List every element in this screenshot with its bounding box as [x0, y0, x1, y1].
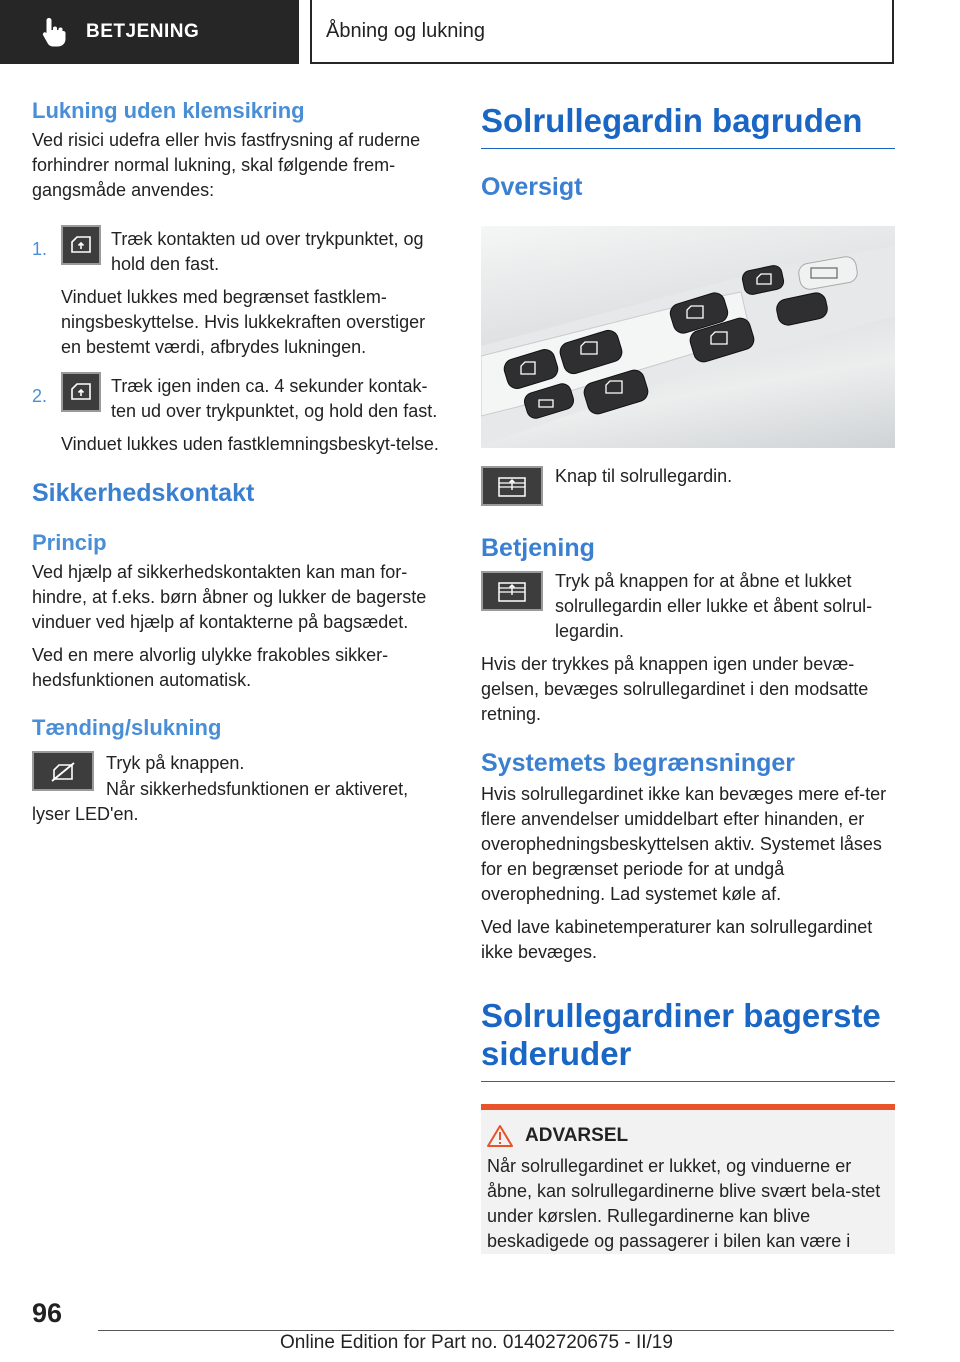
- step-note: Vinduet lukkes uden fastklemningsbeskyt-telse.: [61, 434, 439, 454]
- heading-system-limits: Systemets begrænsninger: [481, 749, 795, 777]
- heading-no-pinch-protection: Lukning uden klemsikring: [32, 98, 305, 123]
- switch-paragraph-2: Når sikkerhedsfunktionen er aktiveret, lyser LED'en.: [32, 779, 409, 824]
- heading-overview: Oversigt: [481, 173, 583, 201]
- window-switch-icon: [61, 372, 101, 412]
- warning-triangle-icon: [487, 1124, 513, 1148]
- window-switch-icon: [61, 225, 101, 265]
- step-number: 1.: [32, 239, 48, 259]
- operation-paragraph-1: Tryk på knappen for at åbne et lukket solrullegardin eller lukke et åbent solrul-legardin.: [555, 571, 873, 641]
- heading-side-window-sunblinds: Solrullegardiner bagerste sideruder: [481, 997, 895, 1082]
- heading-principle: Princip: [32, 530, 107, 555]
- step-note: Vinduet lukkes med begrænset fastklem-ningsbeskyttelse. Hvis lukkekraften overstiger en bestemt værdi, afbrydes lukningen.: [61, 287, 426, 357]
- principle-paragraph-1: Ved hjælp af sikkerhedskontakten kan man for-hindre, at f.eks. børn åbner og lukker de bagerste vinduer ved hjælp af kontakterne på bagsædet.: [32, 562, 427, 632]
- right-column: [481, 102, 895, 1254]
- warning-text: Når solrullegardinet er lukket, og vinduerne er åbne, kan solrullegardinerne blive svært bela-stet under kørslen. Rullegardinerne kan blive beskadigede og passagerer i bilen kan være i: [487, 1156, 881, 1251]
- sunblind-button-icon: [481, 571, 543, 611]
- chapter-header: [310, 0, 894, 64]
- step-2: [32, 372, 450, 457]
- step-text: Træk igen inden ca. 4 sekunder kontak-ten ud over trykpunktet, og hold den fast.: [111, 376, 438, 421]
- door-switch-panel-photo: [481, 226, 895, 448]
- overview-caption: Knap til solrullegardin.: [555, 466, 733, 486]
- chapter-title: Åbning og lukning: [326, 19, 486, 42]
- warning-title-row: [487, 1124, 889, 1148]
- heading-safety-switch: Sikkerhedskontakt: [32, 479, 255, 507]
- step-1: [32, 225, 450, 360]
- footer-edition: Online Edition for Part no. 01402720675 - II/19: [280, 1332, 673, 1353]
- left-column: [32, 98, 450, 835]
- operation-row: [481, 571, 895, 652]
- child-lock-button-icon: [32, 751, 94, 791]
- step-number: 2.: [32, 386, 48, 406]
- heading-rear-sunblind: Solrullegardin bagruden: [481, 102, 895, 149]
- footer-divider: [98, 1330, 894, 1331]
- heading-on-off: Tænding/slukning: [32, 715, 222, 740]
- switch-paragraph-1: Tryk på knappen.: [106, 753, 245, 773]
- section-tab: [0, 0, 299, 64]
- sunblind-button-icon: [481, 466, 543, 506]
- hand-pointer-icon: [34, 16, 74, 48]
- limits-paragraph-1: Hvis solrullegardinet ikke kan bevæges mere ef-ter flere anvendelser umiddelbart efter hinanden, er overophedningsbeskyttelsen aktiv. Systemet låses for en begrænset periode for at undgå overophedning. Lad systemet køle af.: [481, 784, 887, 904]
- warning-box: [481, 1104, 895, 1254]
- operation-paragraph-2: Hvis der trykkes på knappen igen under bevæ-gelsen, bevæges solrullegardinet i den modsatte retning.: [481, 654, 869, 724]
- step-text: Træk kontakten ud over trykpunktet, og hold den fast.: [111, 229, 424, 274]
- warning-title: ADVARSEL: [525, 1125, 629, 1146]
- heading-operation: Betjening: [481, 534, 595, 562]
- overview-caption-row: [481, 466, 895, 506]
- page-number: 96: [32, 1298, 63, 1328]
- section-title: BETJENING: [86, 21, 200, 42]
- principle-paragraph-2: Ved en mere alvorlig ulykke frakobles sikker-hedsfunktionen automatisk.: [32, 645, 389, 690]
- limits-paragraph-2: Ved lave kabinetemperaturer kan solrullegardinet ikke bevæges.: [481, 917, 873, 962]
- intro-paragraph: Ved risici udefra eller hvis fastfrysning af ruderne forhindrer normal lukning, skal følgende frem-gangsmåde anvendes:: [32, 130, 421, 200]
